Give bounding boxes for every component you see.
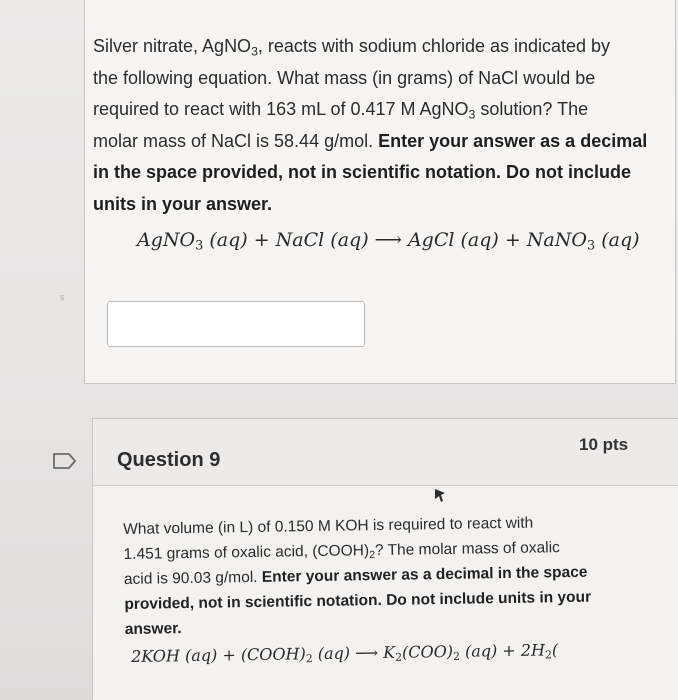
text-segment: required to react with 163 mL of 0.417 M AgNO bbox=[93, 99, 469, 119]
text-segment: the following equation. What mass (in grams) of NaCl would be bbox=[93, 67, 596, 88]
eq9-reactant-2-state: (aq) bbox=[312, 643, 351, 664]
bold-text: Enter your answer as a decimal in the space bbox=[261, 563, 588, 586]
question-9-text bbox=[123, 509, 645, 642]
eq-product-2: NaNO bbox=[526, 229, 587, 251]
question-8-equation bbox=[137, 229, 640, 254]
question-9-equation bbox=[131, 640, 558, 666]
eq9-reactant-1-state: (aq) bbox=[179, 645, 218, 666]
mouse-cursor-icon bbox=[433, 487, 447, 503]
text-segment: Silver nitrate, AgNO bbox=[93, 36, 252, 56]
eq9-product-1-rest: (COO) bbox=[401, 641, 454, 662]
text-segment: molar mass of NaCl is 58.44 g/mol. bbox=[93, 130, 379, 151]
bold-text: units in your answer. bbox=[93, 193, 273, 214]
eq-reactant-1-sub: 3 bbox=[195, 238, 204, 254]
question-8-text bbox=[93, 31, 663, 220]
text-segment: acid is 90.03 g/mol. bbox=[123, 568, 262, 588]
eq9-product-2-sub: 2 bbox=[544, 648, 553, 662]
eq9-reactant-2: (COOH) bbox=[240, 644, 306, 665]
eq-reactant-2-state: (aq) bbox=[324, 229, 369, 251]
flag-icon[interactable] bbox=[52, 452, 78, 470]
text-segment: 1.451 grams of oxalic acid, (COOH) bbox=[123, 542, 370, 563]
bold-text: in the space provided, not in scientific notation. Do not include bbox=[93, 162, 632, 182]
eq-arrow: ⟶ bbox=[368, 229, 408, 251]
text-line bbox=[93, 63, 663, 95]
eq-reactant-2: NaCl bbox=[275, 229, 325, 251]
question-9-title: Question 9 bbox=[117, 449, 221, 471]
eq-reactant-1-state: (aq) bbox=[203, 229, 248, 251]
bold-text: answer. bbox=[124, 620, 182, 638]
eq9-product-1-sub-2: 2 bbox=[452, 649, 461, 663]
eq-reactant-1: AgNO bbox=[137, 229, 196, 251]
eq9-product-2-rest: ( bbox=[551, 640, 559, 660]
question-9-header bbox=[93, 419, 678, 486]
text-line bbox=[93, 189, 663, 221]
text-segment: What volume (in L) of 0.150 M KOH is required to react with bbox=[123, 514, 534, 538]
text-line bbox=[93, 94, 663, 126]
bold-text: Enter your answer as a decimal bbox=[378, 130, 648, 151]
text-segment: , reacts with sodium chloride as indicated by bbox=[257, 36, 611, 56]
eq-plus-2: + bbox=[498, 229, 527, 251]
question-8-card bbox=[84, 0, 676, 384]
eq9-product-1-sub: 2 bbox=[395, 650, 403, 664]
eq9-reactant-2-sub: 2 bbox=[305, 652, 313, 666]
question-8-answer-input[interactable] bbox=[107, 301, 365, 347]
subscript: 3 bbox=[468, 107, 476, 122]
eq9-plus-1: + bbox=[217, 645, 242, 665]
subscript: 2 bbox=[369, 548, 376, 562]
eq-product-2-sub: 3 bbox=[586, 238, 596, 254]
question-9-card bbox=[92, 418, 678, 700]
eq-product-1: AgCl bbox=[407, 229, 455, 251]
subscript: 3 bbox=[251, 44, 258, 59]
eq-product-1-state: (aq) bbox=[454, 229, 499, 251]
eq9-product-1-state: (aq) bbox=[459, 641, 498, 661]
eq9-product-1: K bbox=[383, 642, 396, 663]
eq9-plus-2: + bbox=[497, 640, 521, 661]
text-line bbox=[93, 157, 663, 189]
eq-product-2-state: (aq) bbox=[595, 229, 640, 251]
text-segment: ? The molar mass of oxalic bbox=[374, 539, 560, 560]
eq9-arrow: ⟶ bbox=[349, 643, 384, 663]
text-line bbox=[93, 31, 663, 63]
bold-text: provided, not in scientific notation. Do not include units in your bbox=[124, 588, 592, 613]
eq9-reactant-1: 2KOH bbox=[131, 646, 181, 666]
eq9-product-2: 2H bbox=[520, 640, 546, 660]
text-line bbox=[93, 126, 663, 158]
question-9-points: 10 pts bbox=[579, 435, 629, 454]
eq-plus: + bbox=[247, 229, 276, 251]
text-segment: solution? The bbox=[475, 99, 589, 119]
margin-mark: s bbox=[60, 292, 65, 302]
